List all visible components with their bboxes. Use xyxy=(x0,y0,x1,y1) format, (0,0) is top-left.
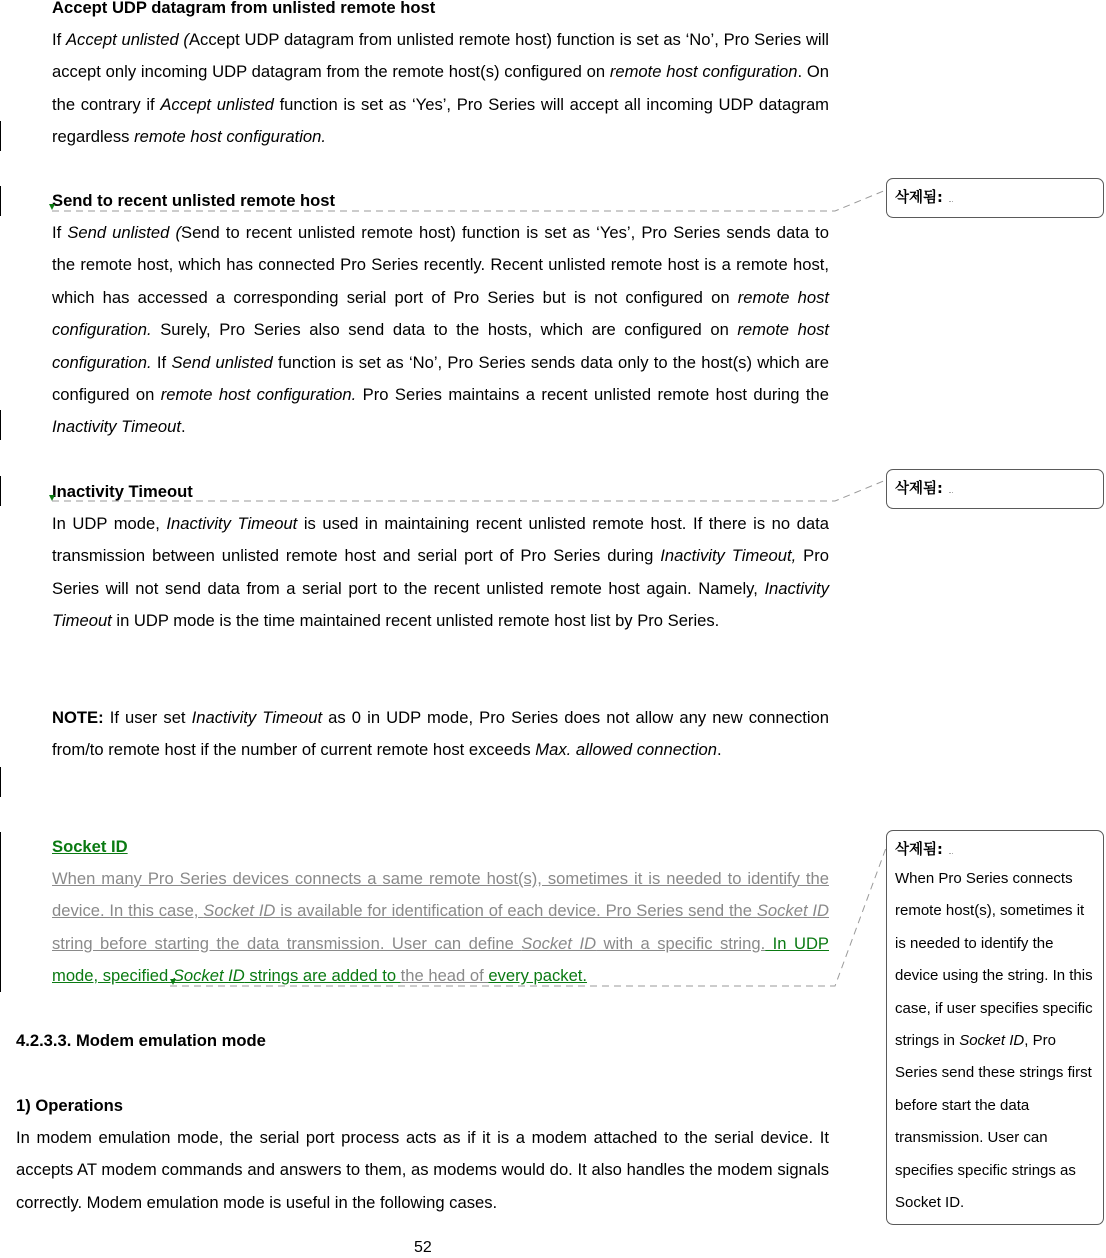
paragraph-accept-unlisted xyxy=(52,24,829,154)
text-run: When many Pro Series devices connects a same remote host(s), sometimes it is needed to identify the device. In this case, xyxy=(52,869,829,921)
text-run: Socket ID xyxy=(959,1032,1025,1050)
text-run: Send unlisted xyxy=(171,352,273,372)
heading-socket-id xyxy=(52,831,829,863)
text-run: Inactivity Timeout xyxy=(191,708,323,727)
text-run: , Pro Series send these strings first before start the data transmission. User can specifies specific strings as Socket ID. xyxy=(895,1032,1092,1212)
text-run: Accept unlisted xyxy=(160,94,274,114)
text-run: Pro Series maintains a recent unlisted remote host during the xyxy=(356,385,829,405)
text-run: Max. allowed connection xyxy=(535,740,718,760)
comment-balloon-3[interactable] xyxy=(886,830,1104,1225)
text-run: the head of xyxy=(400,966,489,986)
change-bar xyxy=(0,767,1,797)
paragraph-modem-emulation: In modem emulation mode, the serial port process acts as if it is a modem attached to the serial device. It accepts AT modem commands and answers to them, as modems would do. It also handles the modem signals correctly. Modem emulation mode is useful in the following cases. xyxy=(16,1128,829,1212)
text-run: NOTE: xyxy=(52,708,104,727)
text-run: is available for identification of each device. Pro Series send the xyxy=(275,901,757,921)
heading-accept-unlisted: Accept UDP datagram from unlisted remote host xyxy=(52,0,436,17)
heading-modem-emulation: 4.2.3.3. Modem emulation mode xyxy=(16,1031,266,1050)
text-run: function is set as ‘No’, Pro Series sends data only to the host(s) which are configured on xyxy=(52,352,829,405)
note-paragraph xyxy=(52,702,829,767)
text-run: function is set as ‘Yes’, Pro Series will accept all incoming UDP datagram regardless xyxy=(52,94,829,147)
text-run: Send to recent unlisted remote host) function is set as ‘Yes’, Pro Series sends data to the remote host, which has connected Pro Series recently. Recent unlisted remote host is a remote host, which has accessed a corresponding serial port of Pro Series but is not configured on xyxy=(52,223,829,307)
text-run: with a specific string. xyxy=(596,933,766,953)
comment-balloon-1[interactable] xyxy=(886,178,1104,218)
text-run: If xyxy=(151,352,172,372)
insertion-marker xyxy=(49,204,55,210)
text-run: Inactivity Timeout, xyxy=(660,546,797,566)
text-run: If xyxy=(52,223,68,242)
text-run: Socket ID xyxy=(203,901,276,921)
text-run: string before starting the data transmission. User can define xyxy=(52,933,522,953)
paragraph-send-unlisted xyxy=(52,217,829,444)
text-run: in UDP mode is the time maintained recent unlisted remote host list by Pro Series. xyxy=(111,611,720,631)
paragraph-inactivity-timeout xyxy=(52,508,829,638)
change-bar xyxy=(0,410,1,440)
heading-send-unlisted: Send to recent unlisted remote host xyxy=(52,191,336,210)
heading-socket-id-text: Socket ID xyxy=(52,837,128,856)
text-run: . xyxy=(180,417,186,437)
heading-inactivity-timeout: Inactivity Timeout xyxy=(52,482,193,501)
text-run: every packet. xyxy=(488,966,588,986)
text-run: Socket ID xyxy=(521,933,597,953)
text-run: is used in maintaining recent unlisted remote host. If there is no data transmission between unlisted remote host and serial port of Pro Series during xyxy=(52,514,829,566)
change-bar xyxy=(0,121,1,151)
text-run: Accept UDP datagram from unlisted remote host) function is set as ‘No’, Pro Series will accept only incoming UDP datagram from the remote host(s) configured on xyxy=(52,30,829,82)
comment-label: 삭제됨: xyxy=(895,837,1095,863)
text-run: remote host configuration. xyxy=(134,127,326,147)
insertion-marker xyxy=(49,495,55,501)
change-bar xyxy=(0,476,1,506)
text-run: Inactivity Timeout xyxy=(52,578,829,631)
text-run: Socket ID xyxy=(756,901,830,921)
text-run: Inactivity Timeout xyxy=(52,417,181,437)
change-bar xyxy=(0,186,1,216)
text-run: In UDP mode, xyxy=(52,514,167,533)
text-run: Surely, Pro Series also send data to the hosts, which are configured on xyxy=(151,320,738,340)
paragraph-socket-id xyxy=(52,863,829,993)
comment-label: 삭제됨: xyxy=(895,476,1095,502)
subheading-operations: 1) Operations xyxy=(16,1096,123,1115)
comment-balloon-2[interactable] xyxy=(886,469,1104,509)
insertion-marker xyxy=(170,979,176,985)
change-bar xyxy=(0,832,1,992)
text-run: Send unlisted ( xyxy=(67,223,181,242)
text-run: as 0 in UDP mode, Pro Series does not allow any new connection from/to remote host if the number of current remote host exceeds xyxy=(52,708,830,760)
text-run: When Pro Series connects remote host(s), sometimes it is needed to identify the device using the string. In this case, if user specifies specific strings in xyxy=(895,870,1093,1050)
text-run: If xyxy=(52,30,66,49)
text-run: strings are added to xyxy=(244,966,401,986)
comment-body xyxy=(895,863,1095,1219)
text-run: Inactivity Timeout xyxy=(166,514,298,533)
text-run: remote host configuration xyxy=(609,62,798,82)
text-run: Pro Series will not send data from a serial port to the recent unlisted remote host again. Namely, xyxy=(52,546,829,598)
text-run: In UDP mode, specified xyxy=(52,933,829,986)
text-run: remote host configuration. xyxy=(160,385,357,405)
text-run: . On the contrary if xyxy=(52,62,829,114)
page-number: 52 xyxy=(414,1239,432,1256)
text-run: If user set xyxy=(103,708,192,727)
text-run: Socket ID xyxy=(172,966,245,986)
comment-label: 삭제됨: xyxy=(895,185,1095,211)
text-run: . xyxy=(717,740,722,760)
text-run: Accept unlisted ( xyxy=(65,30,189,49)
text-run: remote host configuration. xyxy=(52,320,829,372)
text-run: remote host configuration. xyxy=(52,287,829,340)
